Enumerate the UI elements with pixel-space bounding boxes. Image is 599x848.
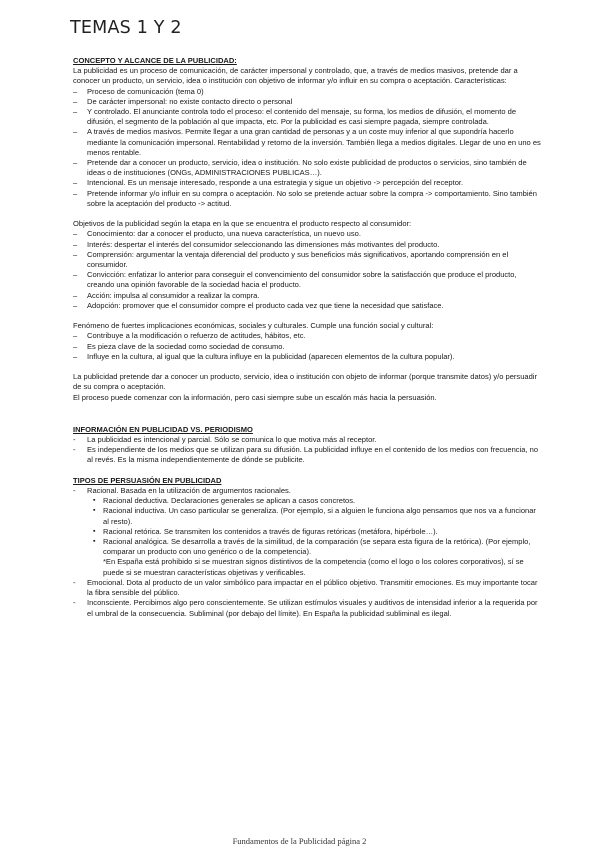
list-item <box>73 331 543 341</box>
dash-marker: – <box>73 239 78 249</box>
dash-marker: – <box>73 249 78 259</box>
square-bullet-icon: ▪ <box>93 497 96 505</box>
list-item <box>73 270 543 290</box>
spacer <box>73 362 543 372</box>
list-item-text: Racional retórica. Se transmiten los contenidos a través de figuras retóricas (metáfora, hipérbole…). <box>103 526 438 536</box>
paragraph: La publicidad pretende dar a conocer un producto, servicio, idea o institución con objeto de informar (porque transmite datos) y/o persuadir de su compra o aceptación. <box>73 372 537 392</box>
hyphen-marker: - <box>73 435 76 445</box>
list-item-text: Es pieza clave de la sociedad como sociedad de consumo. <box>87 341 285 351</box>
hyphen-marker: - <box>73 486 76 496</box>
list-item-text: Racional deductiva. Declaraciones generales se aplican a casos concretos. <box>103 496 356 506</box>
list-item <box>73 86 543 97</box>
page-footer: Fundamentos de la Publicidad página 2 <box>232 836 367 846</box>
dash-marker: – <box>73 300 78 310</box>
list-item-text: Conocimiento: dar a conocer el producto, una nueva característica, un nuevo uso. <box>87 229 361 239</box>
list-item-text: Convicción: enfatizar lo anterior para conseguir el convencimiento del consumidor sobre la satisfacción que produce el producto, creando una opinión favorable de la sociedad hacia el producto. <box>87 270 517 290</box>
spacer <box>73 466 543 476</box>
dash-marker: – <box>73 188 78 198</box>
list-item-text: Y controlado. El anunciante controla todo el proceso: el contenido del mensaje, su forma, los medios de difusión, el momento de difusión, el segmento de la población al que impacta, etc. Por la publicidad es casi siempre pagada, siempre controlada. <box>87 107 517 127</box>
list-item <box>73 178 543 188</box>
list-item-text: Proceso de comunicación (tema 0) <box>87 86 204 96</box>
list-item <box>73 341 543 352</box>
dash-marker: – <box>73 229 78 239</box>
paragraph: Objetivos de la publicidad según la etapa en la que se encuentra el producto respecto al consumidor: <box>73 219 412 229</box>
spacer <box>73 311 543 321</box>
section-heading: CONCEPTO Y ALCANCE DE LA PUBLICIDAD: <box>73 56 237 65</box>
dash-marker: – <box>73 107 78 117</box>
list-item <box>73 290 543 301</box>
square-bullet-icon: ▪ <box>93 538 96 546</box>
list-item <box>73 188 543 209</box>
sub-list-item <box>93 537 543 557</box>
dash-marker: – <box>73 178 78 188</box>
page-title: TEMAS 1 Y 2 <box>70 18 182 38</box>
dash-marker: – <box>73 127 78 137</box>
dash-marker: – <box>73 270 78 280</box>
list-item <box>73 239 543 250</box>
list-item-text: Racional. Basada en la utilización de argumentos racionales. <box>87 486 291 496</box>
rational-sublist <box>73 496 543 557</box>
section-heading: INFORMACIÓN EN PUBLICIDAD VS. PERIODISMO <box>73 424 253 434</box>
info-vs-journalism-list <box>73 435 543 466</box>
sub-list-item <box>93 506 543 526</box>
dash-marker: – <box>73 158 78 168</box>
spacer <box>73 403 543 419</box>
list-item-text: Adopción: promover que el consumidor compre el producto cada vez que tiene la necesidad que satisface. <box>87 300 444 310</box>
list-item <box>73 351 543 362</box>
list-item-text: Pretende dar a conocer un producto, servicio, idea o institución. No solo existe publicidad de productos o servicios, sino también de ideas o de instituciones (ONGs, ADMINISTRACIONES PUBLICAS…). <box>87 158 527 178</box>
list-item <box>73 598 543 618</box>
sub-list-item <box>93 496 543 506</box>
list-item <box>73 96 543 107</box>
list-item <box>73 445 543 465</box>
list-item-text: Racional analógica. Se desarrolla a través de la similitud, de la comparación (se separa esta figura de la retórica). (Por ejemplo, comparar un producto con uno genérico o de la competencia). <box>103 537 531 557</box>
phenomenon-list <box>73 331 543 362</box>
dash-marker: – <box>73 341 78 351</box>
hyphen-marker: - <box>73 445 76 455</box>
list-item-text: Inconsciente. Percibimos algo pero conscientemente. Se utilizan estímulos visuales y auditivos de intensidad inferior a la requerida por el umbral de la consecuencia. Subliminal (por debajo del límite). En España la publicidad subliminal es ilegal. <box>87 598 538 618</box>
objectives-list <box>73 229 543 311</box>
list-item <box>73 127 543 158</box>
list-item <box>73 435 543 445</box>
list-item-text: Interés: despertar el interés del consumidor seleccionando las dimensiones más motivantes del producto. <box>87 239 440 249</box>
list-item-text: De carácter impersonal: no existe contacto directo o personal <box>87 96 293 106</box>
dash-marker: – <box>73 96 78 106</box>
sub-list-item <box>93 527 543 537</box>
list-item <box>73 486 543 496</box>
list-item-text: La publicidad es intencional y parcial. Sólo se comunica lo que motiva más al receptor. <box>87 435 377 445</box>
legal-note: *En España está prohibido si se muestran signos distintivos de la competencia (como el logo o los colores corporativos), sí se puede si se muestran características objetivas y verificables. <box>103 557 524 577</box>
list-item-text: Acción: impulsa al consumidor a realizar la compra. <box>87 290 260 300</box>
dash-marker: – <box>73 331 78 341</box>
dash-marker: – <box>73 290 78 300</box>
document-body <box>73 56 543 619</box>
list-item <box>73 577 543 598</box>
square-bullet-icon: ▪ <box>93 527 96 535</box>
list-item <box>73 107 543 127</box>
paragraph: La publicidad es un proceso de comunicación, de carácter impersonal y controlado, que, a través de medios masivos, pretende dar a conocer un producto, un servicio, idea o institución con objetivo de informar y/o influir en su compra o aceptación. Características: <box>73 66 518 86</box>
list-item-text: Intencional. Es un mensaje interesado, responde a una estrategia y sigue un objetivo -> percepción del receptor. <box>87 178 464 188</box>
list-item-text: Pretende informar y/o influir en su compra o aceptación. No solo se pretende actuar sobre la compra -> comportamiento. Sino también sobre la aceptación del producto -> actitud. <box>87 188 537 208</box>
list-item-text: Emocional. Dota al producto de un valor simbólico para impactar en el público objetivo. Transmitir emociones. Es muy importante tocar la fibra sensible del público. <box>87 577 538 598</box>
list-item-text: Contribuye a la modificación o refuerzo de actitudes, hábitos, etc. <box>87 331 306 341</box>
dash-marker: – <box>73 351 78 361</box>
list-item <box>73 300 543 311</box>
list-item-text: Racional inductiva. Un caso particular se generaliza. (Por ejemplo, si a alguien le funciona algo pensamos que nos va a funcionar al resto). <box>103 506 536 526</box>
hyphen-marker: - <box>73 577 76 587</box>
spacer <box>73 209 543 219</box>
list-item <box>73 229 543 239</box>
list-item <box>73 158 543 178</box>
list-item-text: Comprensión: argumentar la ventaja diferencial del producto y sus beneficios más significativos, aportando comprensión en el consumidor. <box>87 249 509 270</box>
dash-marker: – <box>73 86 78 96</box>
paragraph: El proceso puede comenzar con la información, pero casi siempre sube un escalón más hacia la persuasión. <box>73 392 437 402</box>
hyphen-marker: - <box>73 598 76 608</box>
list-item-text: Influye en la cultura, al igual que la cultura influye en la publicidad (aparecen elementos de la cultura popular). <box>87 351 455 361</box>
list-item-text: Es independiente de los medios que se utilizan para su difusión. La publicidad influye en el contenido de los medios con frecuencia, no al revés. Es la misma independientemente de dónde se publicite. <box>87 445 539 465</box>
paragraph: Fenómeno de fuertes implicaciones económicas, sociales y culturales. Cumple una función social y cultural: <box>73 321 434 331</box>
list-item <box>73 249 543 270</box>
list-item-text: A través de medios masivos. Permite llegar a una gran cantidad de personas y a un coste muy inferior al que supondría hacerlo mediante la comunicación impersonal. Rentabilidad y retorno de la inversión. También llega a medios digitales. Llegar de uno en uno es menos rentable. <box>87 127 541 157</box>
square-bullet-icon: ▪ <box>93 507 96 515</box>
section-heading: TIPOS DE PERSUASIÓN EN PUBLICIDAD <box>73 475 222 485</box>
characteristics-list <box>73 87 543 209</box>
